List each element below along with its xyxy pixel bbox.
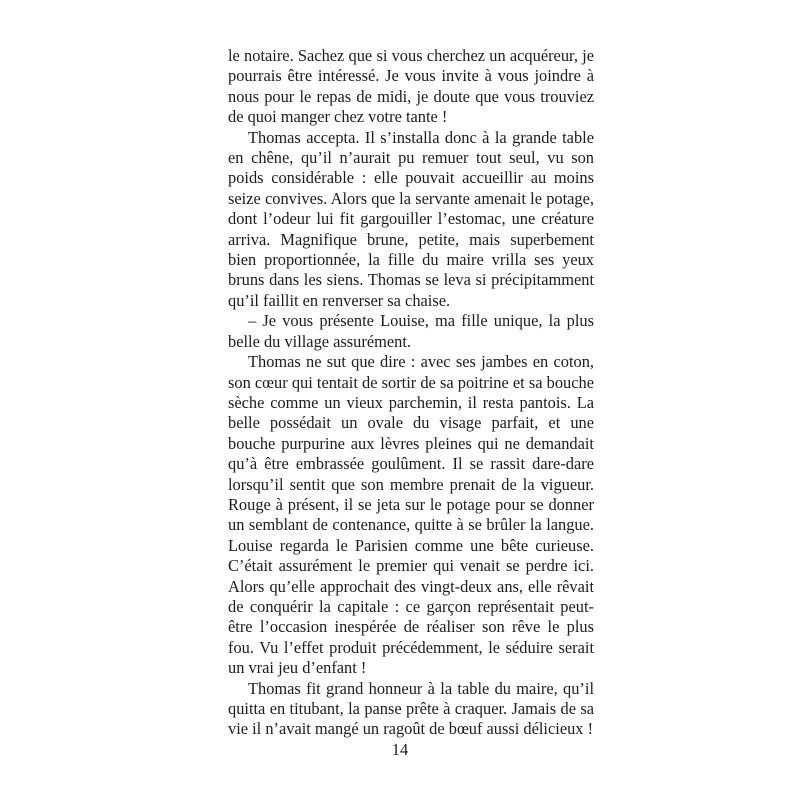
page-number: 14 <box>391 740 409 759</box>
page-body <box>228 46 594 740</box>
paragraph-4: Thomas ne sut que dire : avec ses jambes en coton, son cœur qui tentait de sortir de sa poitrine et sa bouche sèche comme un vieux parchemin, il resta pantois. La belle possédait un ovale du visage parfait, et une bouche purpurine aux lèvres pleines qui ne demandait qu’à être embrassée goulûment. Il se rassit dare-dare lorsqu’il sentit que son membre prenait de la vigueur. Rouge à présent, il se jeta sur le potage pour se donner un semblant de contenance, quitte à se brûler la langue. Louise regarda le Parisien comme une bête curieuse. C’était assurément le premier qui venait se perdre ici. Alors qu’elle approchait des vingt-deux ans, elle rêvait de conquérir la capitale : ce garçon représentait peut-être l’occasion inespérée de réaliser son rêve le plus fou. Vu l’effet produit précédemment, le séduire serait un vrai jeu d’enfant ! <box>228 352 594 678</box>
paragraph-2: Thomas accepta. Il s’installa donc à la grande table en chêne, qu’il n’aurait pu remuer tout seul, vu son poids considérable : elle pouvait accueillir au moins seize convives. Alors que la servante amenait le potage, dont l’odeur lui fit gargouiller l’estomac, une créature arriva. Magnifique brune, petite, mais superbement bien proportionnée, la fille du maire vrilla ses yeux bruns dans les siens. Thomas se leva si précipitamment qu’il faillit en renverser sa chaise. <box>228 127 594 310</box>
paragraph-1: le notaire. Sachez que si vous cherchez un acquéreur, je pourrais être intéressé. Je vous invite à vous joindre à nous pour le repas de midi, je doute que vous trouviez de quoi manger chez votre tante ! <box>228 46 594 127</box>
paragraph-3: – Je vous présente Louise, ma fille unique, la plus belle du village assurément. <box>228 311 594 351</box>
paragraph-5: Thomas fit grand honneur à la table du maire, qu’il quitta en titubant, la panse prête à craquer. Jamais de sa vie il n’avait mangé un ragoût de bœuf aussi délicieux ! <box>228 678 594 739</box>
